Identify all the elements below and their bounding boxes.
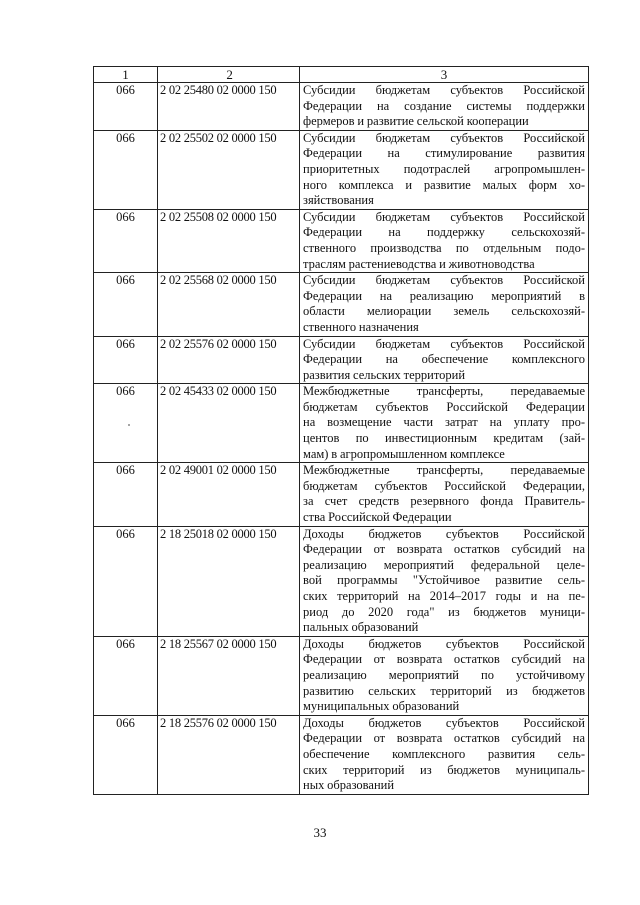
table-row bbox=[94, 130, 589, 209]
description-line: ных образований bbox=[303, 778, 395, 793]
description-line: траслям растениеводства и животноводства bbox=[303, 256, 535, 271]
revenue-code-cell: 2 18 25018 02 0000 150 bbox=[158, 526, 300, 636]
description-line: Федерации от возврата остатков субсидий на bbox=[303, 652, 585, 667]
description-cell bbox=[300, 336, 589, 384]
description-line: реализацию мероприятий федеральной целе- bbox=[303, 557, 585, 572]
column-header-1: 1 bbox=[94, 67, 158, 83]
table-row bbox=[94, 273, 589, 336]
revenue-code-cell: 2 02 25502 02 0000 150 bbox=[158, 130, 300, 209]
revenue-code-cell: 2 02 25568 02 0000 150 bbox=[158, 273, 300, 336]
description-line: бюджетам субъектов Российской Федерации, bbox=[303, 478, 585, 493]
description-cell bbox=[300, 526, 589, 636]
description-cell bbox=[300, 715, 589, 794]
revenue-code-cell: 2 02 25508 02 0000 150 bbox=[158, 209, 300, 272]
description-line: Субсидии бюджетам субъектов Российской bbox=[303, 273, 585, 288]
table-row bbox=[94, 209, 589, 272]
description-line: реализацию мероприятий по устойчивому bbox=[303, 667, 585, 682]
admin-code-cell: 066 bbox=[94, 83, 158, 131]
table-row bbox=[94, 636, 589, 715]
description-line: зяйствования bbox=[303, 193, 374, 208]
description-line: за счет средств резервного фонда Правитель- bbox=[303, 494, 585, 509]
admin-code-cell: 066 bbox=[94, 273, 158, 336]
table-header-row bbox=[94, 67, 589, 83]
description-line: Федерации на стимулирование развития bbox=[303, 146, 585, 161]
table-row bbox=[94, 83, 589, 131]
description-line: ских территорий на 2014–2017 годы и на пе- bbox=[303, 589, 585, 603]
description-cell bbox=[300, 83, 589, 131]
description-line: ства Российской Федерации bbox=[303, 510, 452, 525]
description-line: ственного производства по отдельным подо- bbox=[303, 240, 585, 255]
description-line: риод до 2020 года" из бюджетов муници- bbox=[303, 604, 585, 619]
description-line: приоритетных подотраслей агропромышлен- bbox=[303, 161, 585, 176]
admin-code-cell: 066 bbox=[94, 336, 158, 384]
revenue-code-cell: 2 02 25576 02 0000 150 bbox=[158, 336, 300, 384]
revenue-code-cell: 2 18 25567 02 0000 150 bbox=[158, 636, 300, 715]
description-cell bbox=[300, 636, 589, 715]
table-row bbox=[94, 463, 589, 526]
description-line: центов по инвестиционным кредитам (зай- bbox=[303, 431, 585, 446]
description-line: мам) в агропромышленном комплексе bbox=[303, 446, 505, 461]
table-row bbox=[94, 336, 589, 384]
revenue-code-cell: 2 02 49001 02 0000 150 bbox=[158, 463, 300, 526]
admin-code-cell: 066 bbox=[94, 463, 158, 526]
admin-code-cell: 066 bbox=[94, 130, 158, 209]
description-cell bbox=[300, 384, 589, 463]
description-cell bbox=[300, 273, 589, 336]
revenue-code-cell: 2 02 25480 02 0000 150 bbox=[158, 83, 300, 131]
page-number: 33 bbox=[313, 825, 327, 840]
description-line: Субсидии бюджетам субъектов Российской bbox=[303, 336, 585, 351]
admin-code-cell: 066 bbox=[94, 715, 158, 794]
scan-artifact-dot bbox=[128, 424, 130, 426]
table-row bbox=[94, 384, 589, 463]
description-line: на возмещение части затрат на уплату про- bbox=[303, 415, 585, 430]
column-header-2: 2 bbox=[158, 67, 300, 83]
table-row bbox=[94, 526, 589, 636]
column-header-3: 3 bbox=[300, 67, 589, 83]
description-cell bbox=[300, 463, 589, 526]
description-line: бюджетам субъектов Российской Федерации bbox=[303, 399, 585, 414]
revenue-codes-table bbox=[93, 66, 589, 795]
description-line: Субсидии бюджетам субъектов Российской bbox=[303, 209, 585, 224]
admin-code-cell: 066 bbox=[94, 636, 158, 715]
admin-code-cell: 066 bbox=[94, 209, 158, 272]
description-line: Субсидии бюджетам субъектов Российской bbox=[303, 130, 585, 145]
description-line: Федерации от возврата остатков субсидий на bbox=[303, 731, 585, 746]
description-line: муниципальных образований bbox=[303, 699, 460, 714]
description-line: Доходы бюджетов субъектов Российской bbox=[303, 715, 585, 730]
description-line: ственного назначения bbox=[303, 319, 419, 334]
description-line: фермеров и развитие сельской кооперации bbox=[303, 114, 529, 129]
description-cell bbox=[300, 130, 589, 209]
description-line: Федерации на реализацию мероприятий в bbox=[303, 288, 585, 303]
description-line: развития сельских территорий bbox=[303, 367, 466, 382]
description-line: пальных образований bbox=[303, 620, 419, 635]
description-line: Доходы бюджетов субъектов Российской bbox=[303, 636, 585, 651]
description-line: вой программы "Устойчивое развитие сель- bbox=[303, 573, 585, 588]
description-line: ских территорий из бюджетов муниципаль- bbox=[303, 762, 585, 777]
description-line: Субсидии бюджетам субъектов Российской bbox=[303, 83, 585, 97]
description-line: Федерации от возврата остатков субсидий на bbox=[303, 542, 585, 557]
description-line: Федерации на обеспечение комплексного bbox=[303, 352, 585, 367]
description-line: обеспечение комплексного развития сель- bbox=[303, 746, 585, 761]
table-body bbox=[94, 67, 589, 795]
description-cell bbox=[300, 209, 589, 272]
description-line: Доходы бюджетов субъектов Российской bbox=[303, 526, 585, 541]
admin-code-cell: 066 bbox=[94, 526, 158, 636]
description-line: Федерации на поддержку сельскохозяй- bbox=[303, 225, 585, 240]
revenue-code-cell: 2 18 25576 02 0000 150 bbox=[158, 715, 300, 794]
description-line: ного комплекса и развитие малых форм хо- bbox=[303, 177, 585, 192]
table-row bbox=[94, 715, 589, 794]
description-line: Федерации на создание системы поддержки bbox=[303, 98, 585, 113]
description-line: Межбюджетные трансферты, передаваемые bbox=[303, 384, 585, 399]
revenue-code-cell: 2 02 45433 02 0000 150 bbox=[158, 384, 300, 463]
description-line: области мелиорации земель сельскохозяй- bbox=[303, 304, 585, 319]
description-line: развитию сельских территорий из бюджетов bbox=[303, 683, 585, 698]
admin-code-cell: 066 bbox=[94, 384, 158, 463]
description-line: Межбюджетные трансферты, передаваемые bbox=[303, 463, 585, 478]
